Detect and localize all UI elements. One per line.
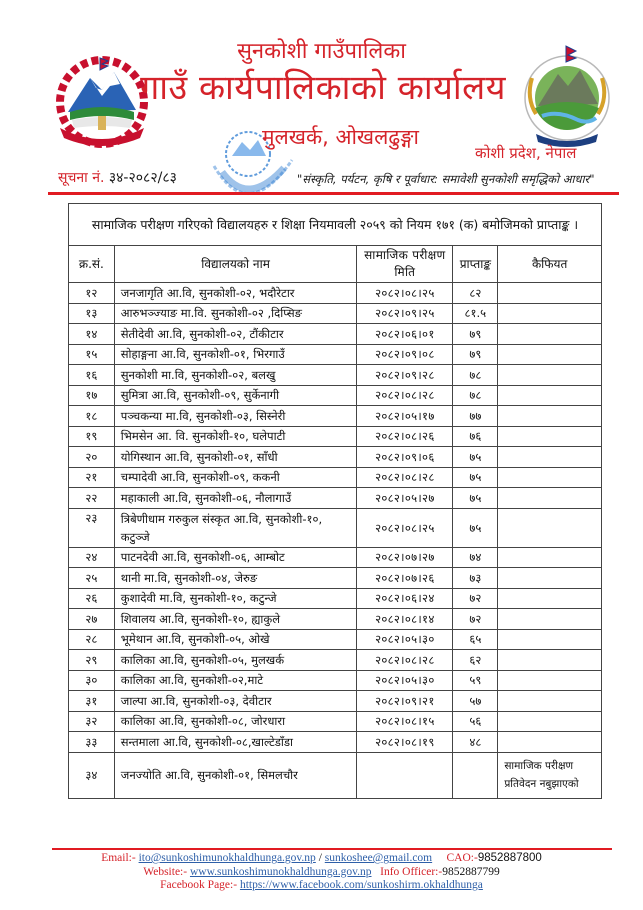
cell-school-name: थानी मा.वि, सुनकोशी-०४, जेरुङ — [114, 568, 357, 589]
table-row — [69, 303, 602, 324]
cell-sno: १९ — [69, 426, 115, 447]
cell-score: ७८ — [453, 365, 498, 386]
cell-sno: २६ — [69, 588, 115, 609]
cell-audit-date: २०८२।०९।२५ — [357, 303, 453, 324]
cell-remarks — [498, 283, 602, 304]
cell-sno: २१ — [69, 467, 115, 488]
cell-score: ७५ — [453, 508, 498, 547]
cell-sno: २९ — [69, 650, 115, 671]
cell-remarks — [498, 447, 602, 468]
cell-score: ७४ — [453, 547, 498, 568]
cell-audit-date: २०८२।०५।३० — [357, 670, 453, 691]
cell-score: ८२ — [453, 283, 498, 304]
cell-score: ५९ — [453, 670, 498, 691]
cell-remarks — [498, 344, 602, 365]
cell-school-name: भिमसेन आ. वि. सुनकोशी-१०, घलेपाटी — [114, 426, 357, 447]
table-row — [69, 568, 602, 589]
table-title: सामाजिक परीक्षण गरिएको विद्यालयहरु र शिक्षा नियमावली २०५९ को नियम १७१ (क) बमोजिमको प्राप्ताङ्क । — [69, 204, 602, 246]
cell-audit-date — [357, 752, 453, 798]
cell-audit-date: २०८२।०९।०६ — [357, 447, 453, 468]
cell-audit-date: २०८२।०८।२६ — [357, 426, 453, 447]
table-row — [69, 447, 602, 468]
table-header-row — [69, 246, 602, 283]
cell-sno: १६ — [69, 365, 115, 386]
table-row — [69, 670, 602, 691]
cell-sno: ३३ — [69, 732, 115, 753]
cell-sno: ३२ — [69, 711, 115, 732]
cell-school-name: भूमेथान आ.वि, सुनकोशी-०५, ओखे — [114, 629, 357, 650]
col-header-remarks: कैफियत — [498, 246, 602, 283]
cell-remarks — [498, 732, 602, 753]
notice-number — [58, 168, 177, 188]
table-row — [69, 650, 602, 671]
cell-sno: २३ — [69, 508, 115, 547]
table-row — [69, 588, 602, 609]
cell-sno: २० — [69, 447, 115, 468]
cell-school-name: जनज्योति आ.वि, सुनकोशी-०१, सिमलचौर — [114, 752, 357, 798]
cell-school-name: कालिका आ.वि, सुनकोशी-०५, मुलखर्क — [114, 650, 357, 671]
table-row — [69, 344, 602, 365]
col-header-score: प्राप्ताङ्क — [453, 246, 498, 283]
cell-remarks: सामाजिक परीक्षण प्रतिवेदन नबुझाएको — [498, 752, 602, 798]
table-row — [69, 508, 602, 547]
cell-remarks — [498, 650, 602, 671]
table-row — [69, 365, 602, 386]
footer — [0, 852, 643, 893]
cell-sno: २८ — [69, 629, 115, 650]
email-link-gmail[interactable]: sunkoshee@gmail.com — [324, 852, 433, 864]
cell-school-name: सोहाङ्गना आ.वि, सुनकोशी-०१, भिरगाउँ — [114, 344, 357, 365]
cell-sno: १८ — [69, 406, 115, 427]
cell-school-name: पञ्चकन्या मा.वि, सुनकोशी-०३, सिस्नेरी — [114, 406, 357, 427]
table-row — [69, 732, 602, 753]
cell-sno: १५ — [69, 344, 115, 365]
cell-school-name: कालिका आ.वि, सुनकोशी-०२,माटे — [114, 670, 357, 691]
cell-sno: १४ — [69, 324, 115, 345]
cell-score: ७५ — [453, 488, 498, 509]
cell-audit-date: २०८२।०६।२४ — [357, 588, 453, 609]
cell-score: ७६ — [453, 426, 498, 447]
col-header-sno: क्र.सं. — [69, 246, 115, 283]
cell-school-name: कालिका आ.वि, सुनकोशी-०८, जोरधारा — [114, 711, 357, 732]
cell-audit-date: २०८२।०८।२८ — [357, 650, 453, 671]
slogan: "संस्कृति, पर्यटन, कृषि र पूर्वाधार: समावेशी सुनकोशी समृद्धिको आधार" — [297, 172, 595, 186]
cell-remarks — [498, 406, 602, 427]
cell-school-name: सुनकोशी मा.वि, सुनकोशी-०२, बलखु — [114, 365, 357, 386]
cell-school-name: पाटनदेवी आ.वि, सुनकोशी-०६, आम्बोट — [114, 547, 357, 568]
cell-sno: २५ — [69, 568, 115, 589]
cell-remarks — [498, 324, 602, 345]
cell-audit-date: २०८२।०६।०१ — [357, 324, 453, 345]
cell-remarks — [498, 365, 602, 386]
website-link[interactable]: www.sunkoshimunokhaldhunga.gov.np — [189, 865, 372, 878]
cell-audit-date: २०८२।०८।१९ — [357, 732, 453, 753]
cell-score: ७५ — [453, 467, 498, 488]
cell-sno: २७ — [69, 609, 115, 630]
cell-score: ७५ — [453, 447, 498, 468]
cao-phone: 9852887800 — [477, 852, 542, 864]
footer-divider — [52, 848, 612, 850]
cell-remarks — [498, 588, 602, 609]
cell-remarks — [498, 711, 602, 732]
office-title: गाउँ कार्यपालिकाको कार्यालय — [140, 68, 506, 108]
cell-school-name: चम्पादेवी आ.वि, सुनकोशी-०९, ककनी — [114, 467, 357, 488]
cell-school-name: सेतीदेवी आ.वि, सुनकोशी-०२, टौंकीटार — [114, 324, 357, 345]
notice-label: सूचना नं. — [58, 170, 105, 186]
table-row — [69, 629, 602, 650]
cell-audit-date: २०८२।०८।१५ — [357, 711, 453, 732]
cell-audit-date: २०८२।०८।२८ — [357, 467, 453, 488]
info-officer-phone: 9852887799 — [442, 865, 500, 878]
col-header-audit-date: सामाजिक परीक्षण मिति — [357, 246, 453, 283]
email-link-ito[interactable]: ito@sunkoshimunokhaldhunga.gov.np — [138, 852, 316, 864]
cell-audit-date: २०८२।०९।२१ — [357, 691, 453, 712]
cell-sno: ३१ — [69, 691, 115, 712]
cell-remarks — [498, 629, 602, 650]
cell-audit-date: २०८२।०५।२७ — [357, 488, 453, 509]
cell-school-name: सुमित्रा आ.वि, सुनकोशी-०९, सुर्केनागी — [114, 385, 357, 406]
cell-remarks — [498, 609, 602, 630]
table-row — [69, 488, 602, 509]
cell-sno: ३४ — [69, 752, 115, 798]
table-row — [69, 547, 602, 568]
table-row — [69, 609, 602, 630]
table-row — [69, 406, 602, 427]
cell-score: ८१.५ — [453, 303, 498, 324]
cell-remarks — [498, 547, 602, 568]
cell-remarks — [498, 385, 602, 406]
cell-school-name: सन्तमाला आ.वि, सुनकोशी-०८,खाल्टेडाँडा — [114, 732, 357, 753]
municipality-name: सुनकोशी गाउँपालिका — [237, 39, 406, 64]
cell-score: ७३ — [453, 568, 498, 589]
province-label: कोशी प्रदेश, नेपाल — [475, 144, 577, 162]
footer-line-facebook: Facebook Page:- https://www.facebook.com/sunkoshirm.okhaldhunga — [160, 879, 483, 891]
cell-score: ७९ — [453, 324, 498, 345]
cell-audit-date: २०८२।०८।२५ — [357, 283, 453, 304]
cell-remarks — [498, 508, 602, 547]
cell-score: ७२ — [453, 588, 498, 609]
cell-score: ४८ — [453, 732, 498, 753]
cell-sno: १३ — [69, 303, 115, 324]
cell-audit-date: २०८२।०९।२८ — [357, 365, 453, 386]
table-row — [69, 691, 602, 712]
cell-score: ७२ — [453, 609, 498, 630]
cell-audit-date: २०८२।०७।२६ — [357, 568, 453, 589]
cell-remarks — [498, 467, 602, 488]
cell-school-name: योगिस्थान आ.वि, सुनकोशी-०१, साँधी — [114, 447, 357, 468]
cell-sno: १२ — [69, 283, 115, 304]
notice-value: ३४-२०८२/८३ — [108, 170, 177, 186]
cell-audit-date: २०८२।०८।२८ — [357, 385, 453, 406]
cell-remarks — [498, 426, 602, 447]
cell-school-name: आरुभञ्ज्याङ मा.वि. सुनकोशी-०२ ,दिप्सिङ — [114, 303, 357, 324]
office-location: मुलखर्क, ओखलढुङ्गा — [262, 125, 419, 149]
cell-sno: २२ — [69, 488, 115, 509]
cell-school-name: महाकाली आ.वि, सुनकोशी-०६, नौलागाउँ — [114, 488, 357, 509]
cell-sno: २४ — [69, 547, 115, 568]
table-row — [69, 324, 602, 345]
cell-school-name: शिवालय आ.वि, सुनकोशी-१०, ह्याकुले — [114, 609, 357, 630]
cell-score: ७७ — [453, 406, 498, 427]
cell-score: ७८ — [453, 385, 498, 406]
header-divider — [48, 192, 619, 195]
cell-score: ६५ — [453, 629, 498, 650]
cell-school-name: कुशादेवी मा.वि, सुनकोशी-१०, कटुन्जे — [114, 588, 357, 609]
cell-score — [453, 752, 498, 798]
table-row — [69, 752, 602, 798]
col-header-school-name: विद्यालयको नाम — [114, 246, 357, 283]
cell-audit-date: २०८२।०८।२५ — [357, 508, 453, 547]
results-table — [68, 203, 602, 799]
cell-audit-date: २०८२।०८।१४ — [357, 609, 453, 630]
cell-score: ५७ — [453, 691, 498, 712]
cell-remarks — [498, 303, 602, 324]
cell-score: ६२ — [453, 650, 498, 671]
cell-audit-date: २०८२।०५।३० — [357, 629, 453, 650]
footer-line-email: Email:- ito@sunkoshimunokhaldhunga.gov.np / sunkoshee@gmail.com CAO:-9852887800 — [101, 852, 542, 864]
cell-audit-date: २०८२।०९।०८ — [357, 344, 453, 365]
cell-remarks — [498, 488, 602, 509]
facebook-link[interactable]: https://www.facebook.com/sunkoshirm.okhaldhunga — [239, 879, 483, 891]
cell-score: ५६ — [453, 711, 498, 732]
cell-audit-date: २०८२।०७।२७ — [357, 547, 453, 568]
cell-remarks — [498, 691, 602, 712]
cell-score: ७९ — [453, 344, 498, 365]
footer-line-website: Website:- www.sunkoshimunokhaldhunga.gov.np Info Officer:-9852887799 — [143, 865, 500, 878]
cell-remarks — [498, 670, 602, 691]
table-row — [69, 283, 602, 304]
cell-audit-date: २०८२।०५।१७ — [357, 406, 453, 427]
table-row — [69, 426, 602, 447]
cell-school-name: जाल्पा आ.वि, सुनकोशी-०३, देवीटार — [114, 691, 357, 712]
cell-school-name: त्रिबेणीधाम गरुकुल संस्कृत आ.वि, सुनकोशी-१०, कटुञ्जे — [114, 508, 357, 547]
cell-sno: ३० — [69, 670, 115, 691]
cell-sno: १७ — [69, 385, 115, 406]
table-row — [69, 711, 602, 732]
cell-remarks — [498, 568, 602, 589]
table-row — [69, 467, 602, 488]
table-row — [69, 385, 602, 406]
cell-school-name: जनजागृति आ.वि, सुनकोशी-०२, भदौरेटार — [114, 283, 357, 304]
